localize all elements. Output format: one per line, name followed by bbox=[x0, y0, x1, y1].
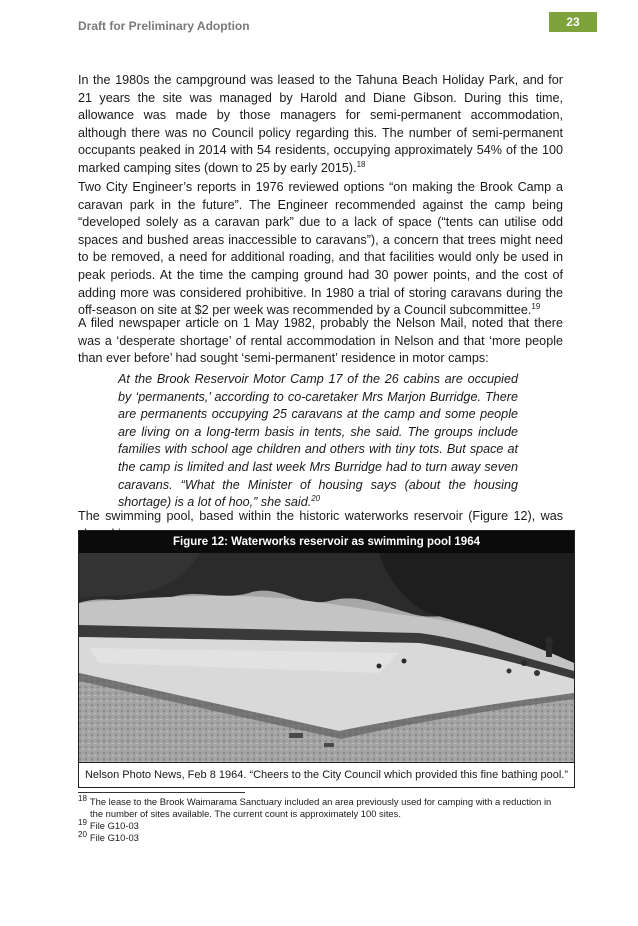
footnote-19-number: 19 bbox=[78, 817, 87, 827]
newspaper-quote bbox=[118, 371, 518, 512]
footnote-ref-18[interactable]: 18 bbox=[356, 159, 366, 169]
figure-12 bbox=[78, 530, 575, 788]
paragraph-4: The swimming pool, based within the historic waterworks reservoir (Figure 12), was bbox=[78, 509, 563, 523]
footnote-ref-20[interactable]: 20 bbox=[311, 493, 321, 503]
page-number-badge: 23 bbox=[549, 12, 597, 32]
footnote-ref-19[interactable]: 19 bbox=[531, 301, 541, 311]
footnote-18-number: 18 bbox=[78, 793, 87, 803]
footnote-separator bbox=[78, 792, 245, 793]
footnote-20 bbox=[78, 829, 558, 844]
paragraph-1-text: In the 1980s the campground was leased to the Tahuna Beach Holiday Park, and for 21 years the site was managed by Harold and Diane Gibson. During this time, allowance was made by those managers for semi-permanent accommodation, although there was no Council policy regarding this. The number of semi-permanent occupants peaked in 2014 with 54 residents, occupying approximately 54% of the 100 marked camping sites (down to 25 by early 2015). bbox=[78, 73, 563, 175]
figure-caption: Nelson Photo News, Feb 8 1964. “Cheers to the City Council which provided this fine bathing pool.” bbox=[79, 762, 574, 787]
footnote-19 bbox=[78, 817, 558, 832]
footnote-18 bbox=[78, 793, 558, 808]
paragraph-2-text: Two City Engineer’s reports in 1976 reviewed options “on making the Brook Camp a caravan park in the future”. The Engineer recommended against the camp being “developed solely as a caravan park” due to a lack of space (“tents can utilise odd spaces and bushed areas inaccessible to caravans”), a concern that trees might need to be removed, a need for additional roading, and that facilities would only be used in peak periods. At the time the camping ground had 30 power points, and the cost of adding more was considered prohibitive. In 1980 a trial of storing caravans during the off-season on site at $2 per week was recommended by a Council subcommittee. bbox=[78, 180, 563, 318]
footnote-18-text: The lease to the Brook Waimarama Sanctuary included an area previously used for camping with a reduction in bbox=[89, 796, 552, 807]
footnote-20-number: 20 bbox=[78, 829, 87, 839]
quote-text: At the Brook Reservoir Motor Camp 17 of the 26 cabins are occupied by ‘permanents,’ according to co-caretaker Mrs Marjon Burridge. There are permanents occupying 25 caravans at the camp and some people are living on a long-term basis in tents, she said. The groups include families with school age children and others with tiny tots. But space at the camp is limited and last week Mrs Burridge had to turn away seven caravans. “What the Minister of housing says (about the housing shortage) is a lot of hoo,” she said. bbox=[118, 372, 518, 510]
paragraph-1 bbox=[78, 72, 563, 178]
paragraph-3: A filed newspaper article on 1 May 1982, probably the Nelson Mail, noted that there was a ‘desperate shortage’ of rental accommodation in Nelson and that ‘more people than ever before’ had sought ‘semi-permanent’ residence in motor camps: bbox=[78, 316, 563, 366]
footnote-19-text: File G10-03 bbox=[89, 820, 139, 831]
footnote-18-continued: the number of sites available. The current count is approximately 100 sites. bbox=[90, 808, 401, 819]
footnote-20-text: File G10-03 bbox=[89, 832, 139, 843]
paragraph-2 bbox=[78, 179, 563, 320]
running-header: Draft for Preliminary Adoption bbox=[78, 19, 250, 33]
reservoir-pool-photo bbox=[79, 553, 574, 763]
figure-title: Figure 12: Waterworks reservoir as swimming pool 1964 bbox=[79, 531, 574, 553]
footnotes bbox=[78, 793, 558, 844]
